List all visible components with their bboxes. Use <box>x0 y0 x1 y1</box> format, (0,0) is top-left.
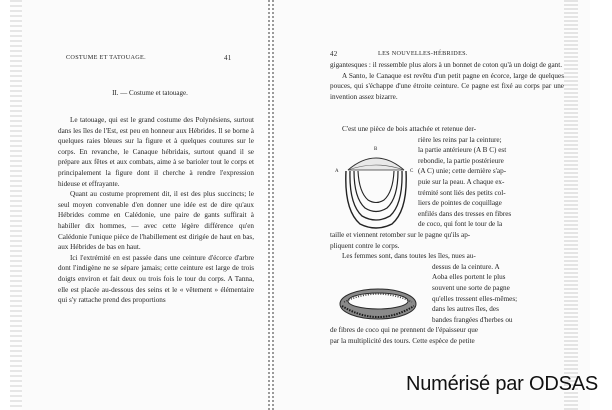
figure-label-c: C <box>410 169 414 174</box>
text-line: de coco, qui font le tour de la <box>418 220 503 229</box>
text-line: enfilés dans des tresses en fibres <box>418 209 512 218</box>
right-page <box>272 0 590 410</box>
text-line: liers de pointes de coquillage <box>418 199 502 208</box>
running-head-right: LES NOUVELLES-HÉBRIDES. <box>378 50 468 57</box>
text-line: C'est une pièce de bois attachée et retenue der- <box>342 125 477 133</box>
right-body-top <box>330 60 564 102</box>
paragraph: Ici l'extrémité en est passée dans une ceinture d'écorce d'arbre dont l'indigène ne se sépare jamais; cette ceinture est large de trois doigts environ et fait deux ou trois fois le tour du corps. A Tanna, elle est placée au-dessous des seins et le « vêtement » élémentaire qui s'y rattache prend des proportions <box>58 253 254 305</box>
text-line: Les femmes sont, dans toutes les îles, nues au- <box>342 252 476 261</box>
text-line: puie sur la peau. A chaque ex- <box>418 177 505 186</box>
text-line: taille et viennent retomber sur le pagne qu'ils ap- <box>330 230 471 239</box>
paragraph: A Santo, le Canaque est revêtu d'un petit pagne en écorce, large de quelques pouces, qui s'échappe d'une étroite ceinture. Ce pagne est fixé au corps par une invention assez bizarre. <box>330 71 564 101</box>
figure-label-a: A <box>335 169 339 174</box>
paragraph: Le tatouage, qui est le grand costume des Polynésiens, surtout dans les îles de l'Est, est peu en honneur aux Hébrides. Il se borne à quelques raies bleues sur la figure et à quelques coutures sur le corps. En revanche, le Canaque hébridais, surtout quand il se prépare aux fêtes et aux combats, aime à se barioler tout le corps et principalement la figure dont il cherche à rendre l'expression hideuse et effrayante. <box>58 116 254 188</box>
digitization-watermark: Numérisé par ODSAS <box>405 373 598 395</box>
text-line: trémité sont liés des petits col- <box>418 188 506 197</box>
text-line: souvent une sorte de pagne <box>432 283 510 292</box>
running-head-left: COSTUME ET TATOUAGE. <box>66 54 146 61</box>
paragraph: gigantesques : il ressemble plus alors à un bonnet de coton qu'à un doigt de gant. <box>330 61 563 69</box>
text-line: de fibres de coco qui ne prennent de l'épaisseur que <box>330 326 478 335</box>
text-line: rière les reins par la ceinture; <box>418 135 502 144</box>
text-line: dessus de la ceinture. A <box>432 262 500 271</box>
wooden-belt-illustration <box>334 140 418 232</box>
paragraph: Quant au costume proprement dit, il est des plus succincts; le seul moyen convenable d'en donner une idée est de dire qu'aux Hébrides comme en Calédonie, une paire de gants suffirait à habiller dix hommes, — avec cette légère différence qu'en Calédonie l'unique pièce de l'habillement est dirigée de haut en bas, aux Hébrides de bas en haut. <box>58 190 254 252</box>
page-edge-shadow <box>564 0 578 410</box>
text-line: la partie antérieure (A B C) est <box>418 146 507 155</box>
text-line: bandes frangées d'herbes ou <box>432 315 513 324</box>
page-number-right: 42 <box>330 50 338 58</box>
text-line: pliquent contre le corps. <box>330 241 400 250</box>
woven-skirt-illustration <box>336 284 420 326</box>
text-line: par la multiplicité des tours. Cette espèce de petite <box>330 336 475 345</box>
text-line: qu'elles tressent elles-mêmes; <box>432 294 518 303</box>
text-line: Aoba elles portent le plus <box>432 273 506 282</box>
left-page <box>10 0 270 410</box>
left-body-text <box>58 115 254 306</box>
figure-label-b: B <box>374 147 378 152</box>
text-line: dans les autres îles, des <box>432 305 499 314</box>
text-line: (A C) unie; cette dernière s'ap- <box>418 167 507 176</box>
section-title: II. — Costume et tatouage. <box>112 89 188 97</box>
text-line: rebondie, la partie postérieure <box>418 156 504 165</box>
page-number-left: 41 <box>224 54 232 62</box>
page-edge-shadow <box>10 0 22 410</box>
